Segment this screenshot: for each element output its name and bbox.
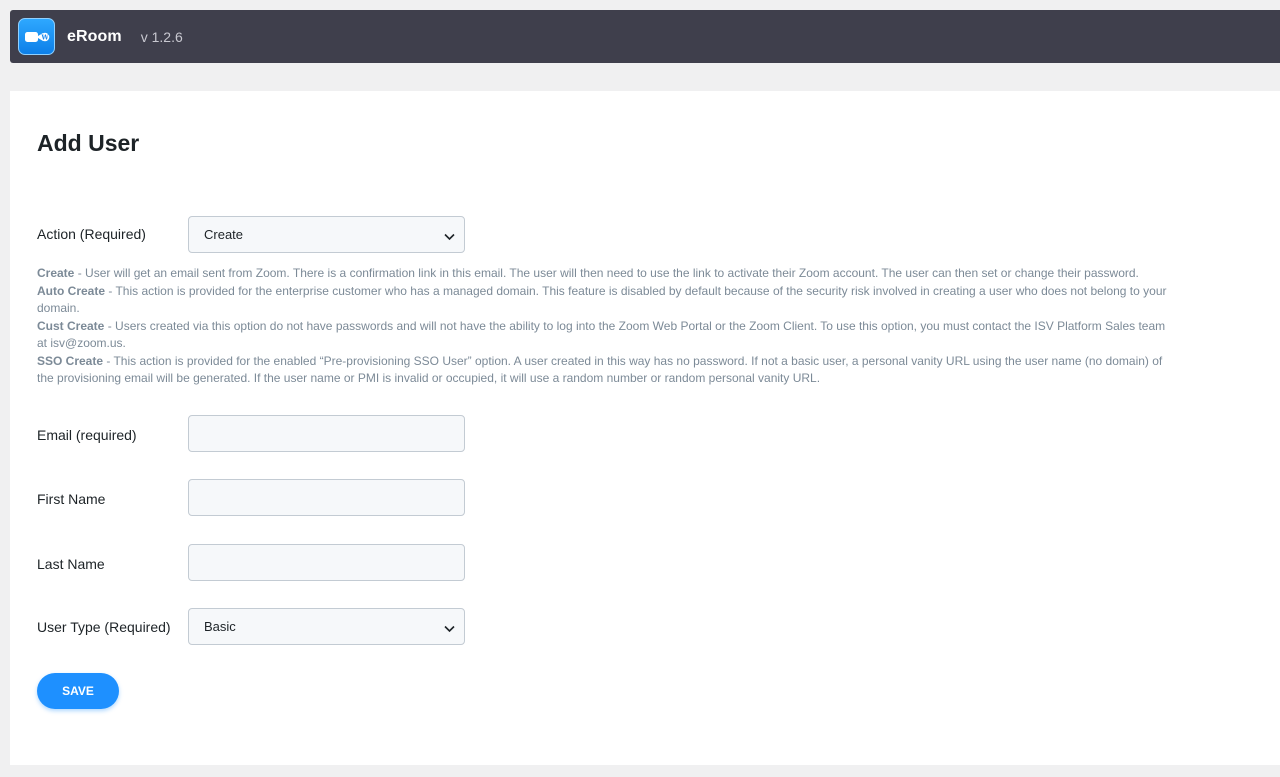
user-type-selected-value: Basic [204, 619, 236, 634]
action-select[interactable] [188, 216, 465, 253]
help-create-desc: - User will get an email sent from Zoom. There is a confirmation link in this email. The user will then need to use the link to activate their Zoom account. The user can then set or change their password. [74, 266, 1139, 280]
zoom-wordpress-logo-icon [18, 18, 55, 55]
help-auto-create-term: Auto Create [37, 283, 106, 298]
first-name-field[interactable] [188, 479, 465, 516]
help-sso-create-term: SSO Create [37, 353, 104, 368]
save-button[interactable]: SAVE [37, 673, 119, 709]
help-create [37, 265, 1177, 283]
app-version: v 1.2.6 [140, 28, 183, 45]
user-type-label: User Type (Required) [37, 619, 171, 635]
action-help-text [37, 265, 1177, 388]
action-selected-value: Create [204, 227, 244, 242]
top-bar [10, 10, 1280, 63]
email-field[interactable] [188, 415, 465, 452]
first-name-label: First Name [37, 491, 106, 507]
page-title: Add User [37, 130, 140, 156]
add-user-panel [10, 91, 1280, 765]
help-auto-create [37, 283, 1177, 318]
action-label: Action (Required) [37, 226, 146, 242]
help-sso-create-desc: - This action is provided for the enabled “Pre-provisioning SSO User” option. A user created in this way has no password. If not a basic user, a personal vanity URL using the user name (no domain) of the provisioning email will be generated. If the user name or PMI is invalid or occupied, it will use a random number or random personal vanity URL. [37, 353, 1163, 385]
email-label: Email (required) [37, 427, 137, 443]
chevron-down-icon [444, 621, 455, 636]
help-cust-create-desc: - Users created via this option do not have passwords and will not have the ability to log into the Zoom Web Portal or the Zoom Client. To use this option, you must contact the ISV Platform Sales team at isv@zoom.us. [37, 318, 1166, 350]
last-name-label: Last Name [37, 556, 105, 572]
user-type-select[interactable] [188, 608, 465, 645]
help-sso-create [37, 353, 1177, 388]
last-name-field[interactable] [188, 544, 465, 581]
help-create-term: Create [37, 266, 75, 280]
help-auto-create-desc: - This action is provided for the enterprise customer who has a managed domain. This feature is disabled by default because of the security risk involved in creating a user who does not belong to your domain. [37, 283, 1167, 315]
svg-text:W: W [40, 33, 49, 42]
chevron-down-icon [444, 229, 455, 244]
app-name: eRoom [67, 27, 122, 45]
help-cust-create-term: Cust Create [37, 318, 105, 333]
help-cust-create [37, 318, 1177, 353]
